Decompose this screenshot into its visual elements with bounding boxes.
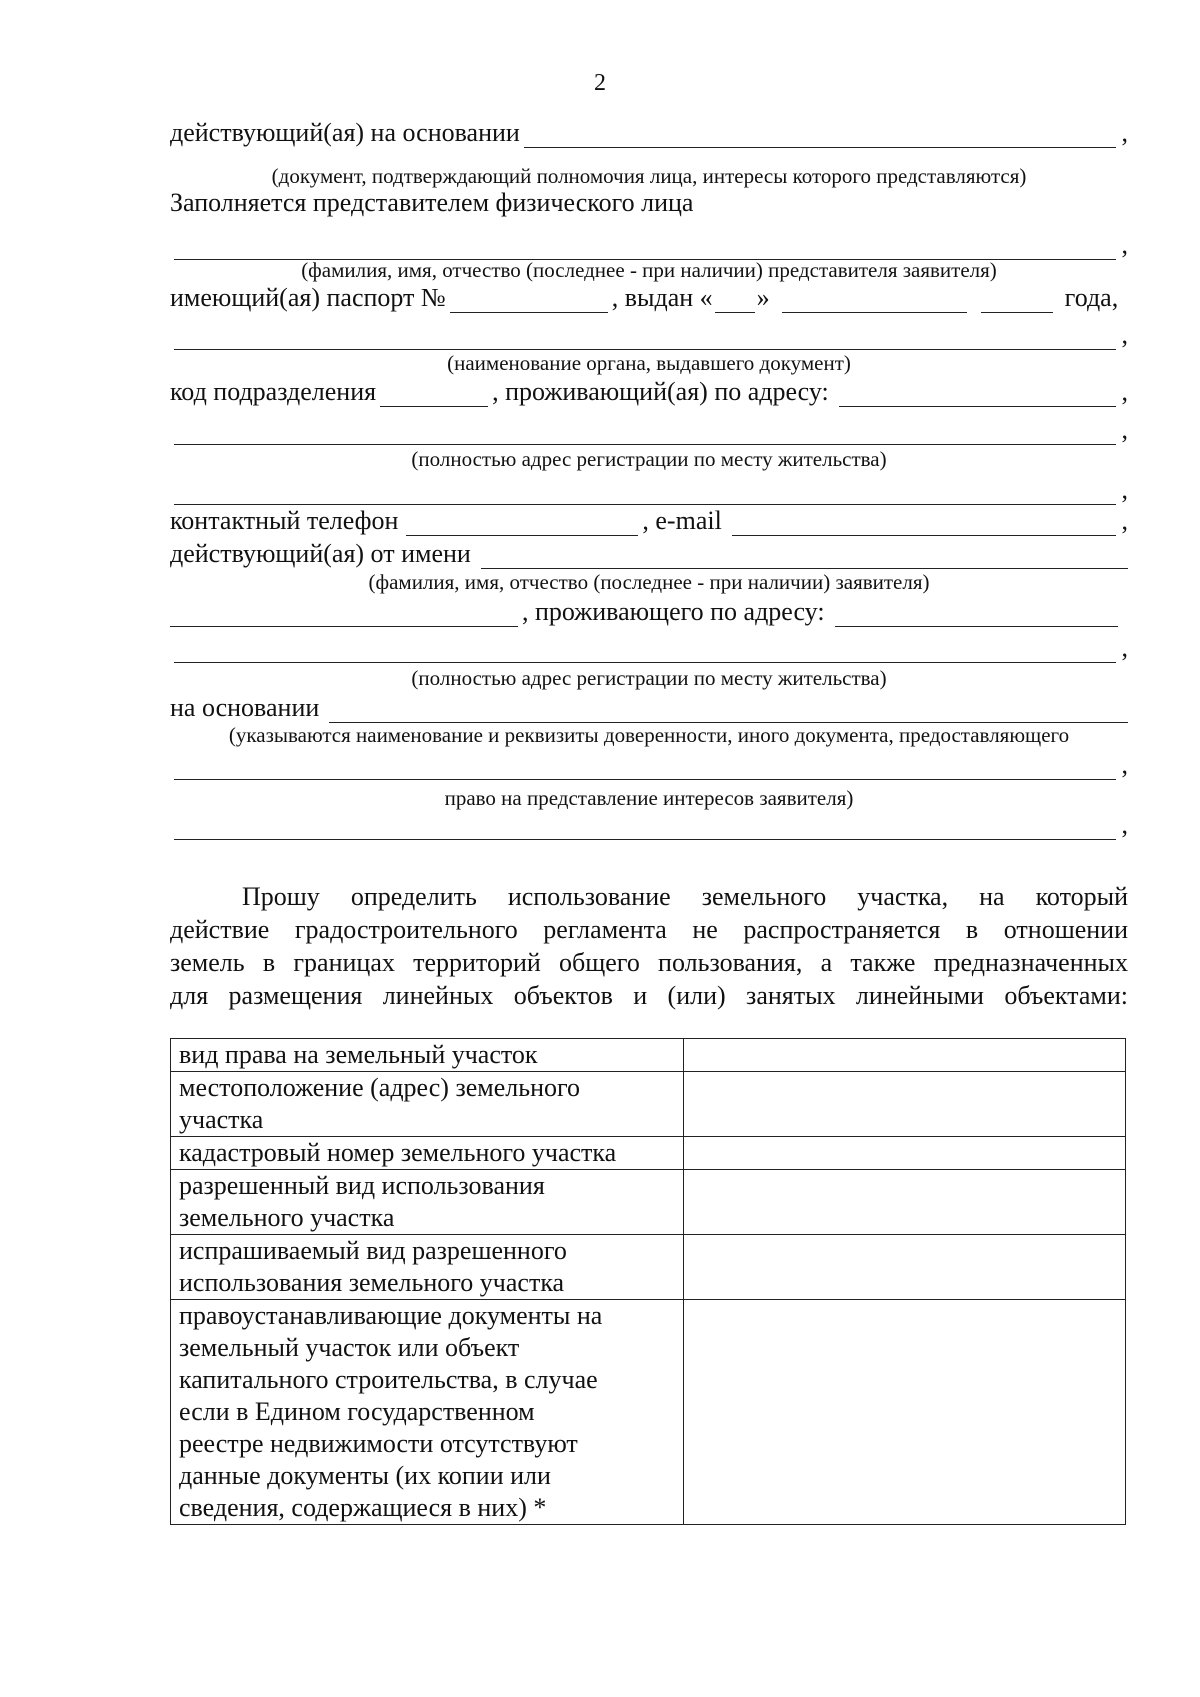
row-label-line: разрешенный вид использования: [179, 1171, 545, 1200]
address1-continued-blank[interactable]: [174, 480, 1116, 505]
row-label-permitted-use: [171, 1170, 684, 1235]
row-label-location: [171, 1072, 684, 1137]
phone-label: контактный телефон: [170, 506, 399, 535]
applicant-name-blank[interactable]: [481, 544, 1128, 569]
basis-blank[interactable]: [524, 123, 1116, 148]
passport-year-label: года,: [1064, 283, 1119, 312]
page-number: 2: [594, 70, 606, 96]
address2-end: ,: [1121, 633, 1128, 662]
grounds-line: [170, 693, 1128, 723]
passport-year-blank[interactable]: [981, 288, 1053, 313]
residing-label: , проживающий(ая) по адресу:: [492, 377, 829, 406]
row-label-line: испрашиваемый вид разрешенного: [179, 1236, 567, 1265]
row-label-line: земельного участка: [179, 1203, 395, 1232]
contact-line: [170, 506, 1128, 536]
row-label-line: кадастровый номер земельного участка: [179, 1138, 617, 1167]
basis-caption: (документ, подтверждающий полномочия лица, интересы которого представляются): [271, 164, 1027, 188]
row-label-requested-use: [171, 1235, 684, 1300]
row-label-line: использования земельного участка: [179, 1268, 565, 1297]
table-row: [171, 1072, 1126, 1137]
address2-blank[interactable]: [174, 638, 1116, 663]
row-label-line: реестре недвижимости отсутствуют: [179, 1429, 578, 1458]
row-label-line: если в Едином государственном: [179, 1397, 535, 1426]
grounds-caption-2: право на представление интересов заявителя): [444, 786, 854, 810]
row-label-cadastral-number: [171, 1137, 684, 1170]
address1-line: [170, 415, 1128, 445]
grounds-blank-1[interactable]: [174, 755, 1116, 780]
row-label-line: правоустанавливающие документы на: [179, 1301, 603, 1330]
passport-month-blank[interactable]: [782, 288, 967, 313]
email-blank[interactable]: [732, 511, 1116, 536]
request-line-1: Прошу определить использование земельного участка, на который: [242, 882, 1128, 911]
table-row: [171, 1300, 1126, 1525]
division-code-blank[interactable]: [380, 382, 488, 407]
row-label-line: капитального строительства, в случае: [179, 1365, 598, 1394]
address1-continued-line: [170, 475, 1128, 505]
applicant-caption: (фамилия, имя, отчество (последнее - при наличии) заявителя): [368, 570, 930, 594]
grounds-blank2-end: ,: [1121, 810, 1128, 839]
row-value-cadastral-number[interactable]: [684, 1137, 1126, 1170]
address1-caption: (полностью адрес регистрации по месту жительства): [411, 447, 887, 471]
request-line-2: действие градостроительного регламента не распространяется в отношении: [170, 915, 1128, 944]
parcel-info-table: [170, 1038, 1126, 1525]
grounds-blank[interactable]: [329, 698, 1128, 723]
phone-blank[interactable]: [406, 511, 638, 536]
row-label-line: земельный участок или объект: [179, 1333, 520, 1362]
row-label-line: сведения, содержащиеся в них) *: [179, 1493, 547, 1522]
grounds-caption-1: (указываются наименование и реквизиты доверенности, иного документа, предоставляющего: [228, 723, 1070, 747]
contact-end: ,: [1121, 506, 1128, 535]
grounds-blank-2[interactable]: [174, 815, 1116, 840]
row-label-title-documents: [171, 1300, 684, 1525]
applicant-name-continued-blank[interactable]: [170, 602, 518, 627]
address2-caption: (полностью адрес регистрации по месту жительства): [411, 666, 887, 690]
division-end: ,: [1121, 377, 1128, 406]
rep-name-end: ,: [1121, 230, 1128, 259]
on-behalf-label: действующий(ая) от имени: [170, 539, 471, 568]
row-label-right-type: [171, 1039, 684, 1072]
address1-blank[interactable]: [174, 420, 1116, 445]
passport-close-quote: »: [756, 283, 770, 312]
on-behalf-line: [170, 539, 1128, 569]
row-value-requested-use[interactable]: [684, 1235, 1126, 1300]
section-heading-text: Заполняется представителем физического лица: [170, 188, 694, 217]
row-value-title-documents[interactable]: [684, 1300, 1126, 1525]
row-label-line: данные документы (их копии или: [179, 1461, 551, 1490]
division-label: код подразделения: [170, 377, 377, 406]
row-label-line: участка: [179, 1105, 264, 1134]
passport-number-blank[interactable]: [450, 288, 608, 313]
row-label-line: вид права на земельный участок: [179, 1040, 538, 1069]
applicant-address-label: , проживающего по адресу:: [522, 597, 825, 626]
address1-end: ,: [1121, 415, 1128, 444]
basis-line: [170, 118, 1128, 148]
issuer-line: [170, 320, 1128, 350]
request-paragraph: [170, 880, 1128, 1012]
row-label-line: местоположение (адрес) земельного: [179, 1073, 581, 1102]
passport-day-blank[interactable]: [715, 288, 755, 313]
passport-label: имеющий(ая) паспорт №: [170, 283, 446, 312]
table-row: [171, 1235, 1126, 1300]
row-value-location[interactable]: [684, 1072, 1126, 1137]
grounds-label: на основании: [170, 693, 320, 722]
request-line-4: для размещения линейных объектов и (или) занятых линейными объектами:: [170, 981, 1128, 1010]
issuer-caption: (наименование органа, выдавшего документ): [447, 351, 851, 375]
section-heading: [170, 188, 1128, 218]
division-line: [170, 377, 1128, 407]
issuer-end: ,: [1121, 320, 1128, 349]
residing-address-blank[interactable]: [839, 382, 1116, 407]
basis-end: ,: [1121, 118, 1128, 147]
row-value-right-type[interactable]: [684, 1039, 1126, 1072]
applicant-address-line: [170, 597, 1128, 627]
table-row: [171, 1170, 1126, 1235]
request-line-3: земель в границах территорий общего пользования, а также предназначенных: [170, 948, 1128, 977]
rep-name-caption: (фамилия, имя, отчество (последнее - при наличии) представителя заявителя): [301, 258, 997, 282]
applicant-address-blank[interactable]: [835, 602, 1118, 627]
address2-line: [170, 633, 1128, 663]
issuer-blank[interactable]: [174, 325, 1116, 350]
table-row: [171, 1137, 1126, 1170]
email-label: , e-mail: [642, 506, 722, 535]
grounds-blank2-line: [170, 810, 1128, 840]
address1-continued-end: ,: [1121, 475, 1128, 504]
rep-name-line: [170, 230, 1128, 260]
grounds-blank1-end: ,: [1121, 750, 1128, 779]
passport-issued-label: , выдан «: [611, 283, 713, 312]
row-value-permitted-use[interactable]: [684, 1170, 1126, 1235]
basis-label: действующий(ая) на основании: [170, 118, 520, 147]
grounds-blank1-line: [170, 750, 1128, 780]
table-row: [171, 1039, 1126, 1072]
passport-line: [170, 283, 1128, 313]
